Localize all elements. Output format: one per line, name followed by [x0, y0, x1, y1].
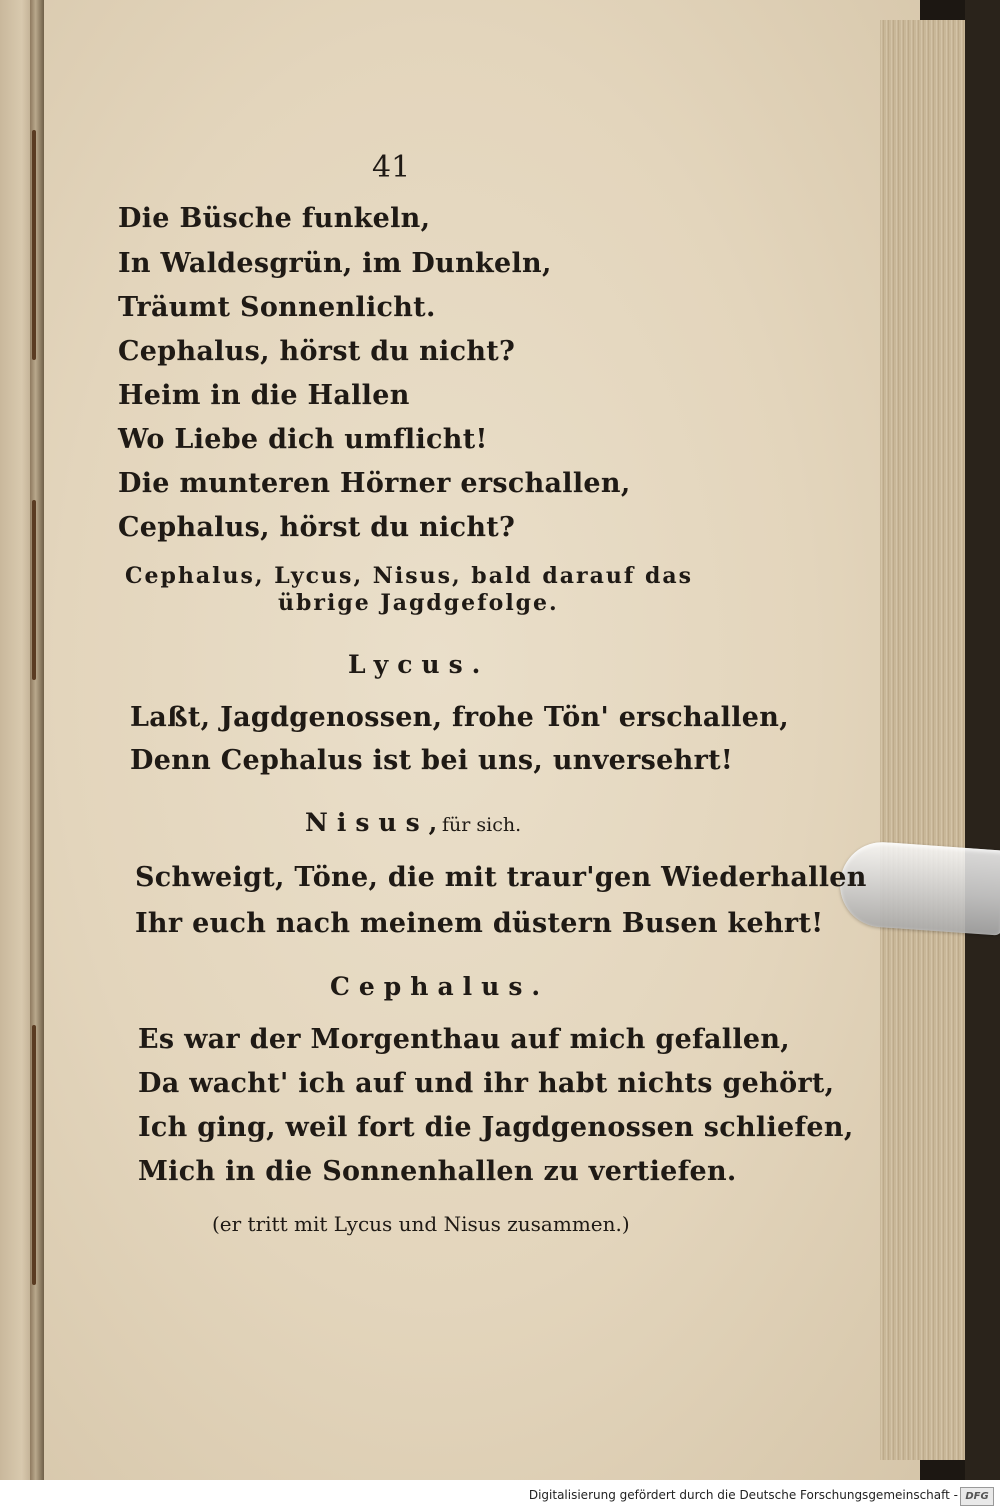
dialogue-line: Es war der Morgenthau auf mich gefallen,	[138, 1024, 790, 1055]
dialogue-line: Laßt, Jagdgenossen, frohe Tön' erschallen,	[130, 702, 789, 733]
stage-direction: (er tritt mit Lycus und Nisus zusammen.)	[212, 1212, 630, 1236]
page-number: 41	[372, 150, 411, 185]
dialogue-line: Ich ging, weil fort die Jagdgenossen schliefen,	[138, 1112, 854, 1143]
binding-thread	[32, 130, 36, 360]
dialogue-line: Ihr euch nach meinem düstern Busen kehrt!	[135, 908, 824, 939]
verse-line: Träumt Sonnenlicht.	[118, 292, 436, 323]
dialogue-line: Mich in die Sonnenhallen zu vertiefen.	[138, 1156, 737, 1187]
verse-line: Heim in die Hallen	[118, 380, 410, 411]
verse-line: Cephalus, hörst du nicht?	[118, 512, 516, 543]
page-stack-edge	[880, 20, 970, 1460]
verse-line: Wo Liebe dich umflicht!	[118, 424, 488, 455]
speaker-aside: für sich.	[442, 814, 522, 836]
verse-line: In Waldesgrün, im Dunkeln,	[118, 248, 552, 279]
book-cover-edge	[965, 0, 1000, 1480]
verse-line: Die Büsche funkeln,	[118, 203, 431, 234]
dialogue-line: Denn Cephalus ist bei uns, unversehrt!	[130, 745, 734, 776]
dialogue-line: Schweigt, Töne, die mit traur'gen Wiederhallen	[135, 862, 867, 893]
speaker-name: Lycus.	[348, 650, 490, 679]
stage-direction: übrige Jagdgefolge.	[278, 590, 559, 616]
speaker-name: Nisus,	[305, 808, 447, 837]
binding-thread	[32, 500, 36, 680]
verse-line: Cephalus, hörst du nicht?	[118, 336, 516, 367]
binding-thread	[32, 1025, 36, 1285]
stage-direction: Cephalus, Lycus, Nisus, bald darauf das	[125, 563, 693, 589]
speaker-name: Cephalus.	[330, 972, 550, 1001]
dfg-logo: DFG	[960, 1487, 994, 1506]
funding-credit: Digitalisierung gefördert durch die Deutsche Forschungsgemeinschaft -	[528, 1488, 958, 1502]
footer-bar	[0, 1480, 1000, 1512]
dialogue-line: Da wacht' ich auf und ihr habt nichts gehört,	[138, 1068, 835, 1099]
verse-line: Die munteren Hörner erschallen,	[118, 468, 631, 499]
